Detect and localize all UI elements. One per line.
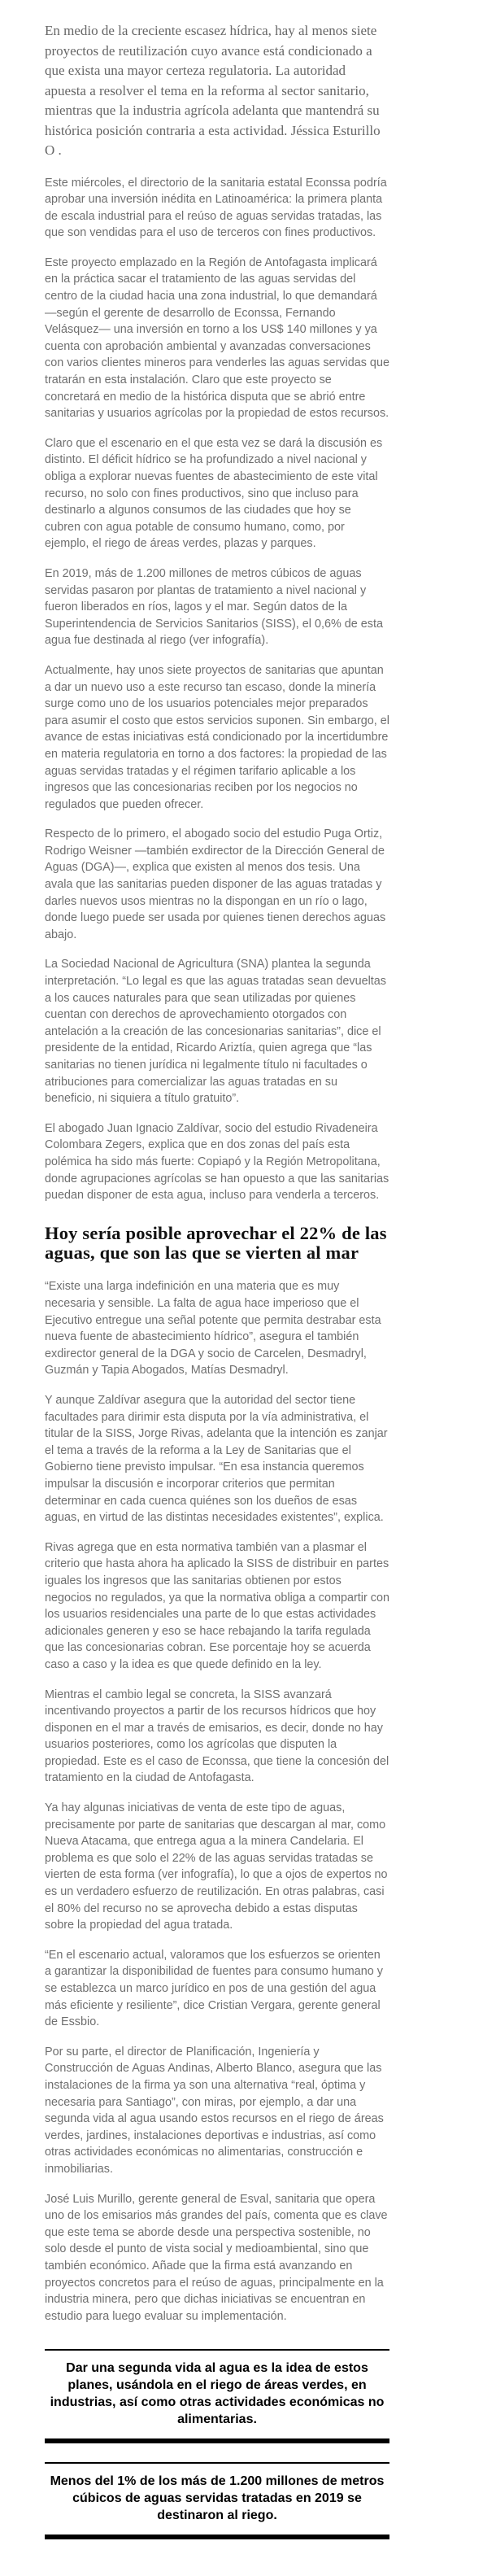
pullquote-1: Dar una segunda vida al agua es la idea de estos planes, usándola en el riego de áreas verdes, en industrias, así como otras actividades económicas no alimentarias. <box>45 2349 389 2443</box>
article-paragraph: Y aunque Zaldívar asegura que la autoridad del sector tiene facultades para dirimir esta disputa por la vía administrativa, el titular de la SISS, Jorge Rivas, adelanta que la intención es zanjar el tema a través de la reforma a la Ley de Sanitarias que el Gobierno tiene previsto impulsar. “En esa instancia queremos impulsar la discusión e incorporar criterios que permitan determinar en cada cuenca quiénes son los dueños de esas aguas, en virtud de las distintas necesidades existentes”, explica. <box>45 1394 388 1525</box>
article-paragraph: El abogado Juan Ignacio Zaldívar, socio del estudio Rivadeneira Colombara Zegers, explica que en dos zonas del país esta polémica ha sido más fuerte: Copiapó y la Región Metropolitana, donde agrupaciones agrícolas se han opuesto a que las sanitarias puedan disponer de esta agua, incluso para venderla a terceros. <box>45 1121 389 1203</box>
article-paragraph: “Existe una larga indefinición en una materia que es muy necesaria y sensible. La falta de agua hace imperioso que el Ejecutivo entregue una señal potente que permita destrabar esta nueva fuente de abastecimiento hídrico”, asegura el también exdirector general de la DGA y socio de Carcelen, Desmadryl, Guzmán y Tapia Abogados, Matías Desmadryl. <box>45 1280 381 1378</box>
article-paragraph: En 2019, más de 1.200 millones de metros cúbicos de aguas servidas pasaron por plantas de tratamiento a nivel nacional y fueron liberados en ríos, lagos y el mar. Según datos de la Superintendencia de Servicios Sanitarios (SISS), el 0,6% de esta agua fue destinada al riego (ver infografía). <box>45 566 383 648</box>
article-paragraph: Este proyecto emplazado en la Región de Antofagasta implicará en la práctica sacar el tratamiento de las aguas servidas del centro de la ciudad hacia una zona industrial, lo que demandará —según el gerente de desarrollo de Econssa, Fernando Velásquez— una inversión en torno a los US$ 140 millones y ya cuenta con aprobación ambiental y avanzadas conversaciones con varios clientes mineros para venderles las aguas servidas que tratarán en esta instalación. Claro que este proyecto se concretará en medio de la histórica disputa que se abrió entre sanitarias y usuarios agrícolas por la propiedad de estos recursos. <box>45 255 389 421</box>
article-paragraph: La Sociedad Nacional de Agricultura (SNA) plantea la segunda interpretación. “Lo legal es que las aguas tratadas sean devueltas a los cauces naturales para que sean utilizadas por quienes cuentan con derechos de aprovechamiento otorgados con antelación a la creación de las concesionarias sanitarias”, dice el presidente de la entidad, Ricardo Ariztía, quien agrega que “las sanitarias no tienen jurídica ni legalmente título ni facultades o atribuciones para comercializar las aguas tratadas en su beneficio, ni siquiera a título gratuito”. <box>45 958 386 1106</box>
section-heading: Hoy sería posible aprovechar el 22% de las aguas, que son las que se vierten al mar <box>45 1222 387 1263</box>
article-lead: En medio de la creciente escasez hídrica, hay al menos siete proyectos de reutilización cuyo avance está condicionado a que exista una mayor certeza regulatoria. La autoridad apuesta a resolver el tema en la reforma al sector sanitario, mientras que la industria agrícola adelanta que mantendrá su histórica posición contraria a esta actividad. Jéssica Esturillo O . <box>45 23 381 158</box>
article-paragraph: Por su parte, el director de Planificación, Ingeniería y Construcción de Aguas Andinas, Alberto Blanco, asegura que las instalaciones de la firma ya son una alternativa “real, óptima y necesaria para Santiago”, con miras, por ejemplo, a dar una segunda vida al agua usando estos recursos en el riego de áreas verdes, jardines, instalaciones deportivas e industrias, así como otras actividades económicas no alimentarias, construcción e inmobiliarias. <box>45 2045 384 2176</box>
article-paragraph: Este miércoles, el directorio de la sanitaria estatal Econssa podría aprobar una inversión inédita en Latinoamérica: la primera planta de escala industrial para el reúso de aguas servidas tratadas, las que son vendidas para el uso de terceros con fines productivos. <box>45 176 387 240</box>
article-paragraph: Mientras el cambio legal se concreta, la SISS avanzará incentivando proyectos a partir de los recursos hídricos que hoy disponen en el mar a través de emisarios, es decir, donde no hay usuarios posteriores, como los agrícolas que disputen la propiedad. Este es el caso de Econssa, que tiene la concesión del tratamiento en la ciudad de Antofagasta. <box>45 1687 389 1785</box>
article-paragraph: Actualmente, hay unos siete proyectos de sanitarias que apuntan a dar un nuevo uso a este recurso tan escaso, donde la minería surge como uno de los usuarios potenciales mejor preparados para asumir el costo que estos servicios suponen. Sin embargo, el avance de estas iniciativas está condicionado por la incertidumbre en materia regulatoria en torno a dos factores: la propiedad de las aguas servidas tratadas y el régimen tarifario aplicable a los ingresos que las concesionarias reciben por los negocios no regulados que pueden ofrecer. <box>45 663 389 811</box>
article-paragraph: José Luis Murillo, gerente general de Esval, sanitaria que opera uno de los emisarios más grandes del país, comenta que es clave que este tema se aborde desde una perspectiva sostenible, no solo desde el punto de vista social y medioambiental, sino que también económico. Añade que la firma está avanzando en proyectos concretos para el reúso de aguas, principalmente en la industria minera, pero que dichas iniciativas se encuentran en estudio para luego evaluar su implementación. <box>45 2192 388 2323</box>
article-paragraph: Rivas agrega que en esta normativa también van a plasmar el criterio que hasta ahora ha aplicado la SISS de distribuir en partes iguales los ingresos que las sanitarias obtienen por estos negocios no regulados, ya que la normativa obliga a compartir con los usuarios residenciales una parte de lo que estas actividades adicionales generen y eso se hace rebajando la tarifa regulada que las concesionarias cobran. Ese porcentaje hoy se acuerda caso a caso y la idea es que quede definido en la ley. <box>45 1540 389 1671</box>
article-paragraph: Claro que el escenario en el que esta vez se dará la discusión es distinto. El déficit hídrico se ha profundizado a nivel nacional y obliga a explorar nuevas fuentes de abastecimiento de este vital recurso, no solo con fines productivos, sino que incluso para destinarlo a algunos consumos de las ciudades que hoy se cubren con agua potable de consumo humano, como, por ejemplo, el riego de áreas verdes, plazas y parques. <box>45 436 383 551</box>
article-paragraph: Ya hay algunas iniciativas de venta de este tipo de aguas, precisamente por parte de sanitarias que descargan al mar, como Nueva Atacama, que entrega agua a la minera Candelaria. El problema es que solo el 22% de las aguas servidas tratadas se vierten de esta forma (ver infografía), lo que a ojos de expertos no es un verdadero esfuerzo de reutilización. En otras palabras, casi el 80% del recurso no se aprovecha debido a estas disputas sobre la propiedad del agua tratada. <box>45 1801 388 1932</box>
article-paragraph: “En el escenario actual, valoramos que los esfuerzos se orienten a garantizar la disponibilidad de fuentes para consumo humano y se establezca un marco jurídico en pos de una gestión del agua más eficiente y resiliente”, dice Cristian Vergara, gerente general de Essbio. <box>45 1948 383 2029</box>
pullquote-2: Menos del 1% de los más de 1.200 millones de metros cúbicos de aguas servidas tratadas en 2019 se destinaron al riego. <box>45 2462 389 2539</box>
article-paragraph: Respecto de lo primero, el abogado socio del estudio Puga Ortiz, Rodrigo Weisner —también exdirector de la Dirección General de Aguas (DGA)—, explica que existen al menos dos tesis. Una avala que las sanitarias pueden disponer de las aguas tratadas y darles nuevos usos mientras no la dispongan en un río o lago, donde luego puede ser usada por quienes tienen derechos aguas abajo. <box>45 827 386 941</box>
